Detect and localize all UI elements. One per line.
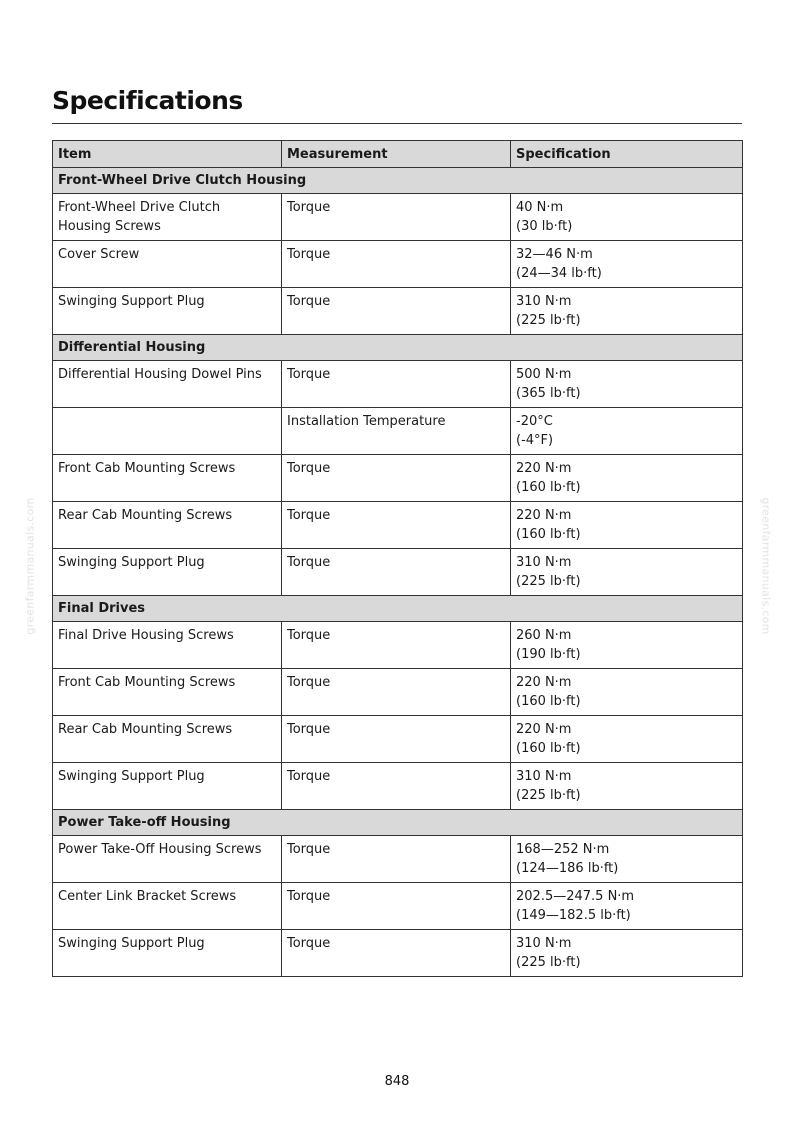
metric-value: 168—252 N·m xyxy=(516,842,610,857)
specification-cell xyxy=(511,502,743,549)
section-header-row xyxy=(53,596,743,622)
table-row xyxy=(53,194,743,241)
title-divider xyxy=(52,123,742,124)
imperial-value: (124—186 lb·ft) xyxy=(516,861,619,876)
imperial-value: (225 lb·ft) xyxy=(516,955,581,970)
specification-cell xyxy=(511,361,743,408)
measurement-cell: Torque xyxy=(282,763,511,810)
imperial-value: (160 lb·ft) xyxy=(516,694,581,709)
table-row xyxy=(53,288,743,335)
item-cell: Rear Cab Mounting Screws xyxy=(53,502,282,549)
specification-cell xyxy=(511,622,743,669)
imperial-value: (160 lb·ft) xyxy=(516,741,581,756)
section-header-row xyxy=(53,335,743,361)
item-cell xyxy=(53,408,282,455)
metric-value: 32—46 N·m xyxy=(516,247,593,262)
specification-cell xyxy=(511,930,743,977)
imperial-value: (24—34 lb·ft) xyxy=(516,266,602,281)
metric-value: 220 N·m xyxy=(516,508,572,523)
specification-cell xyxy=(511,288,743,335)
item-cell: Differential Housing Dowel Pins xyxy=(53,361,282,408)
measurement-cell: Torque xyxy=(282,549,511,596)
section-header-row xyxy=(53,168,743,194)
table-row xyxy=(53,669,743,716)
specification-cell xyxy=(511,883,743,930)
specification-cell xyxy=(511,408,743,455)
imperial-value: (160 lb·ft) xyxy=(516,480,581,495)
table-body xyxy=(53,168,743,977)
column-header-specification: Specification xyxy=(511,141,743,168)
measurement-cell: Torque xyxy=(282,836,511,883)
table-row xyxy=(53,883,743,930)
specification-cell xyxy=(511,194,743,241)
page-title: Specifications xyxy=(52,86,243,115)
metric-value: 310 N·m xyxy=(516,294,572,309)
column-header-measurement: Measurement xyxy=(282,141,511,168)
table-row xyxy=(53,502,743,549)
item-cell: Final Drive Housing Screws xyxy=(53,622,282,669)
item-cell: Power Take-Off Housing Screws xyxy=(53,836,282,883)
item-cell: Front Cab Mounting Screws xyxy=(53,669,282,716)
measurement-cell: Torque xyxy=(282,455,511,502)
table-row xyxy=(53,763,743,810)
imperial-value: (30 lb·ft) xyxy=(516,219,573,234)
metric-value: 220 N·m xyxy=(516,675,572,690)
measurement-cell: Torque xyxy=(282,669,511,716)
measurement-cell: Torque xyxy=(282,502,511,549)
imperial-value: (-4°F) xyxy=(516,433,554,448)
metric-value: 220 N·m xyxy=(516,722,572,737)
metric-value: 220 N·m xyxy=(516,461,572,476)
item-cell: Swinging Support Plug xyxy=(53,763,282,810)
measurement-cell: Torque xyxy=(282,622,511,669)
section-title: Power Take-off Housing xyxy=(53,810,743,836)
metric-value: 202.5—247.5 N·m xyxy=(516,889,635,904)
imperial-value: (225 lb·ft) xyxy=(516,574,581,589)
page-number: 848 xyxy=(384,1074,410,1089)
specification-cell xyxy=(511,549,743,596)
item-cell: Swinging Support Plug xyxy=(53,288,282,335)
watermark-right: greenfarmmanuals.com xyxy=(759,497,773,635)
measurement-cell: Torque xyxy=(282,241,511,288)
item-cell: Swinging Support Plug xyxy=(53,549,282,596)
table-row xyxy=(53,361,743,408)
metric-value: 40 N·m xyxy=(516,200,564,215)
measurement-cell: Torque xyxy=(282,194,511,241)
table-row xyxy=(53,716,743,763)
section-title: Differential Housing xyxy=(53,335,743,361)
specification-cell xyxy=(511,241,743,288)
watermark-left: greenfarmmanuals.com xyxy=(23,497,37,635)
item-cell: Swinging Support Plug xyxy=(53,930,282,977)
section-header-row xyxy=(53,810,743,836)
table-row xyxy=(53,622,743,669)
table-row xyxy=(53,455,743,502)
item-cell: Front Cab Mounting Screws xyxy=(53,455,282,502)
imperial-value: (160 lb·ft) xyxy=(516,527,581,542)
measurement-cell: Torque xyxy=(282,288,511,335)
measurement-cell: Torque xyxy=(282,930,511,977)
specification-cell xyxy=(511,836,743,883)
imperial-value: (225 lb·ft) xyxy=(516,313,581,328)
measurement-cell: Torque xyxy=(282,883,511,930)
measurement-cell: Torque xyxy=(282,361,511,408)
table-row xyxy=(53,408,743,455)
item-cell: Cover Screw xyxy=(53,241,282,288)
metric-value: -20°C xyxy=(516,414,553,429)
table-header-row xyxy=(53,141,743,168)
measurement-cell: Installation Temperature xyxy=(282,408,511,455)
table-row xyxy=(53,549,743,596)
specification-cell xyxy=(511,455,743,502)
table-row xyxy=(53,930,743,977)
imperial-value: (225 lb·ft) xyxy=(516,788,581,803)
metric-value: 310 N·m xyxy=(516,555,572,570)
table-row xyxy=(53,836,743,883)
measurement-cell: Torque xyxy=(282,716,511,763)
item-cell: Center Link Bracket Screws xyxy=(53,883,282,930)
imperial-value: (190 lb·ft) xyxy=(516,647,581,662)
specification-cell xyxy=(511,763,743,810)
table-row xyxy=(53,241,743,288)
metric-value: 260 N·m xyxy=(516,628,572,643)
specification-cell xyxy=(511,716,743,763)
metric-value: 500 N·m xyxy=(516,367,572,382)
specifications-table xyxy=(52,140,743,977)
specification-cell xyxy=(511,669,743,716)
imperial-value: (365 lb·ft) xyxy=(516,386,581,401)
column-header-item: Item xyxy=(53,141,282,168)
item-cell: Rear Cab Mounting Screws xyxy=(53,716,282,763)
imperial-value: (149—182.5 lb·ft) xyxy=(516,908,631,923)
section-title: Front-Wheel Drive Clutch Housing xyxy=(53,168,743,194)
item-cell: Front-Wheel Drive Clutch Housing Screws xyxy=(53,194,282,241)
metric-value: 310 N·m xyxy=(516,936,572,951)
section-title: Final Drives xyxy=(53,596,743,622)
metric-value: 310 N·m xyxy=(516,769,572,784)
